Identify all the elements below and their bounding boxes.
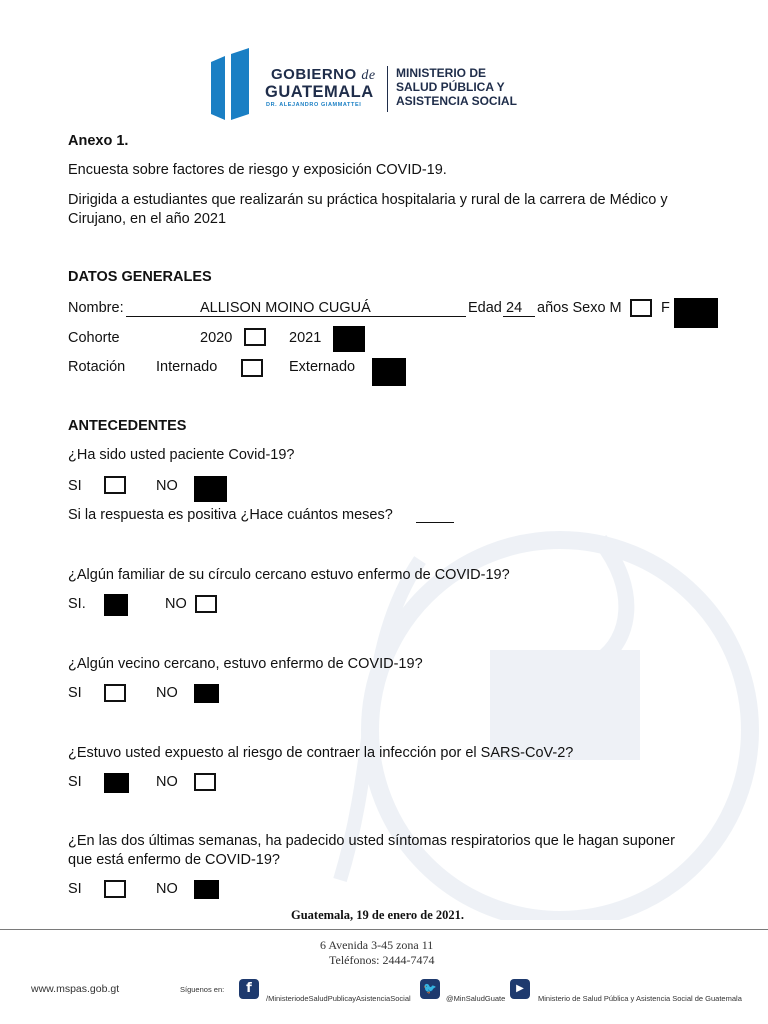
cohort-2020-label: 2020	[200, 330, 233, 346]
logo-divider	[387, 66, 388, 112]
question-1: ¿Ha sido usted paciente Covid-19?	[68, 447, 295, 463]
internado-label: Internado	[156, 359, 218, 375]
website-link[interactable]: www.mspas.gob.gt	[31, 983, 120, 995]
q1-no-label: NO	[156, 478, 178, 494]
footer-divider	[0, 929, 768, 930]
name-value[interactable]: ALLISON MOINO CUGUÁ	[200, 300, 371, 316]
cohort-2021-checkbox[interactable]	[333, 326, 365, 352]
q1-si-label: SI	[68, 478, 82, 494]
q5-si-label: SI	[68, 881, 82, 897]
q3-si-label: SI	[68, 685, 82, 701]
ministry-line-2: SALUD PÚBLICA Y	[396, 80, 505, 94]
cohort-2021-label: 2021	[289, 330, 322, 346]
document-date: Guatemala, 19 de enero de 2021.	[291, 908, 465, 922]
facebook-handle[interactable]: /MinisteriodeSaludPublicayAsistenciaSocial	[266, 994, 411, 1003]
q1-si-checkbox[interactable]	[104, 476, 126, 494]
q2-no-checkbox[interactable]	[195, 595, 217, 613]
antecedentes-heading: ANTECEDENTES	[68, 418, 187, 434]
name-underline	[126, 316, 466, 317]
logo-line-1: GOBIERNO	[271, 66, 357, 83]
q4-si-label: SI	[68, 774, 82, 790]
q5-si-checkbox[interactable]	[104, 880, 126, 898]
logo-subtitle: DR. ALEJANDRO GIAMMATTEI	[266, 102, 362, 108]
age-value[interactable]: 24	[506, 300, 523, 316]
q3-no-label: NO	[156, 685, 178, 701]
twitter-icon[interactable]: 🐦	[420, 979, 440, 999]
logo-line-2: GUATEMALA	[265, 83, 374, 101]
ministry-line-3: ASISTENCIA SOCIAL	[396, 94, 517, 108]
annex-label: Anexo 1.	[68, 133, 129, 149]
question-4: ¿Estuvo usted expuesto al riesgo de contraer la infección por el SARS-CoV-2?	[68, 745, 574, 761]
guatemala-emblem-icon	[211, 48, 255, 124]
cohort-label: Cohorte	[68, 330, 120, 346]
q3-si-checkbox[interactable]	[104, 684, 126, 702]
q3-no-checkbox[interactable]	[194, 684, 219, 703]
sex-f-checkbox[interactable]	[674, 298, 718, 328]
facebook-icon[interactable]: f	[239, 979, 259, 999]
q1-no-checkbox[interactable]	[194, 476, 227, 502]
internado-checkbox[interactable]	[241, 359, 263, 377]
follow-label: Síguenos en:	[180, 985, 225, 994]
age-underline	[503, 316, 535, 317]
survey-subtitle-line-2: Cirujano, en el año 2021	[68, 211, 227, 227]
twitter-handle[interactable]: @MinSaludGuate	[446, 994, 506, 1003]
q5-no-label: NO	[156, 881, 178, 897]
q2-si-checkbox[interactable]	[104, 594, 128, 616]
phones-line: Teléfonos: 2444-7474	[329, 953, 435, 967]
sex-f-label: F	[661, 300, 670, 316]
youtube-icon[interactable]: ▶	[510, 979, 530, 999]
rotation-label: Rotación	[68, 359, 126, 375]
ministry-line-1: MINISTERIO DE	[396, 66, 487, 80]
age-label: Edad	[468, 300, 502, 316]
years-sex-label: años Sexo M	[537, 300, 622, 316]
question-2: ¿Algún familiar de su círculo cercano estuvo enfermo de COVID-19?	[68, 567, 510, 583]
address-line: 6 Avenida 3-45 zona 11	[320, 938, 434, 952]
q4-si-checkbox[interactable]	[104, 773, 129, 793]
youtube-handle[interactable]: Ministerio de Salud Pública y Asistencia Social de Guatemala	[538, 994, 742, 1003]
survey-subtitle-line-1: Dirigida a estudiantes que realizarán su práctica hospitalaria y rural de la carrera de Médico y	[68, 192, 668, 208]
ministry-name	[396, 66, 517, 108]
question-5-line-2: que está enfermo de COVID-19?	[68, 852, 280, 868]
q2-si-label: SI.	[68, 596, 86, 612]
cohort-2020-checkbox[interactable]	[244, 328, 266, 346]
question-3: ¿Algún vecino cercano, estuvo enfermo de COVID-19?	[68, 656, 423, 672]
q4-no-label: NO	[156, 774, 178, 790]
name-label: Nombre:	[68, 300, 124, 316]
question-5-line-1: ¿En las dos últimas semanas, ha padecido usted síntomas respiratorios que le hagan suponer	[68, 833, 675, 849]
months-underline[interactable]	[416, 522, 454, 523]
survey-title: Encuesta sobre factores de riesgo y exposición COVID-19.	[68, 162, 447, 178]
q4-no-checkbox[interactable]	[194, 773, 216, 791]
q5-no-checkbox[interactable]	[194, 880, 219, 899]
sex-m-checkbox[interactable]	[630, 299, 652, 317]
externado-label: Externado	[289, 359, 356, 375]
general-heading: DATOS GENERALES	[68, 269, 212, 285]
coat-of-arms-watermark	[300, 500, 768, 920]
q2-no-label: NO	[165, 596, 187, 612]
q1-followup: Si la respuesta es positiva ¿Hace cuántos meses?	[68, 507, 393, 523]
logo-de: de	[361, 68, 376, 83]
externado-checkbox[interactable]	[372, 358, 406, 386]
